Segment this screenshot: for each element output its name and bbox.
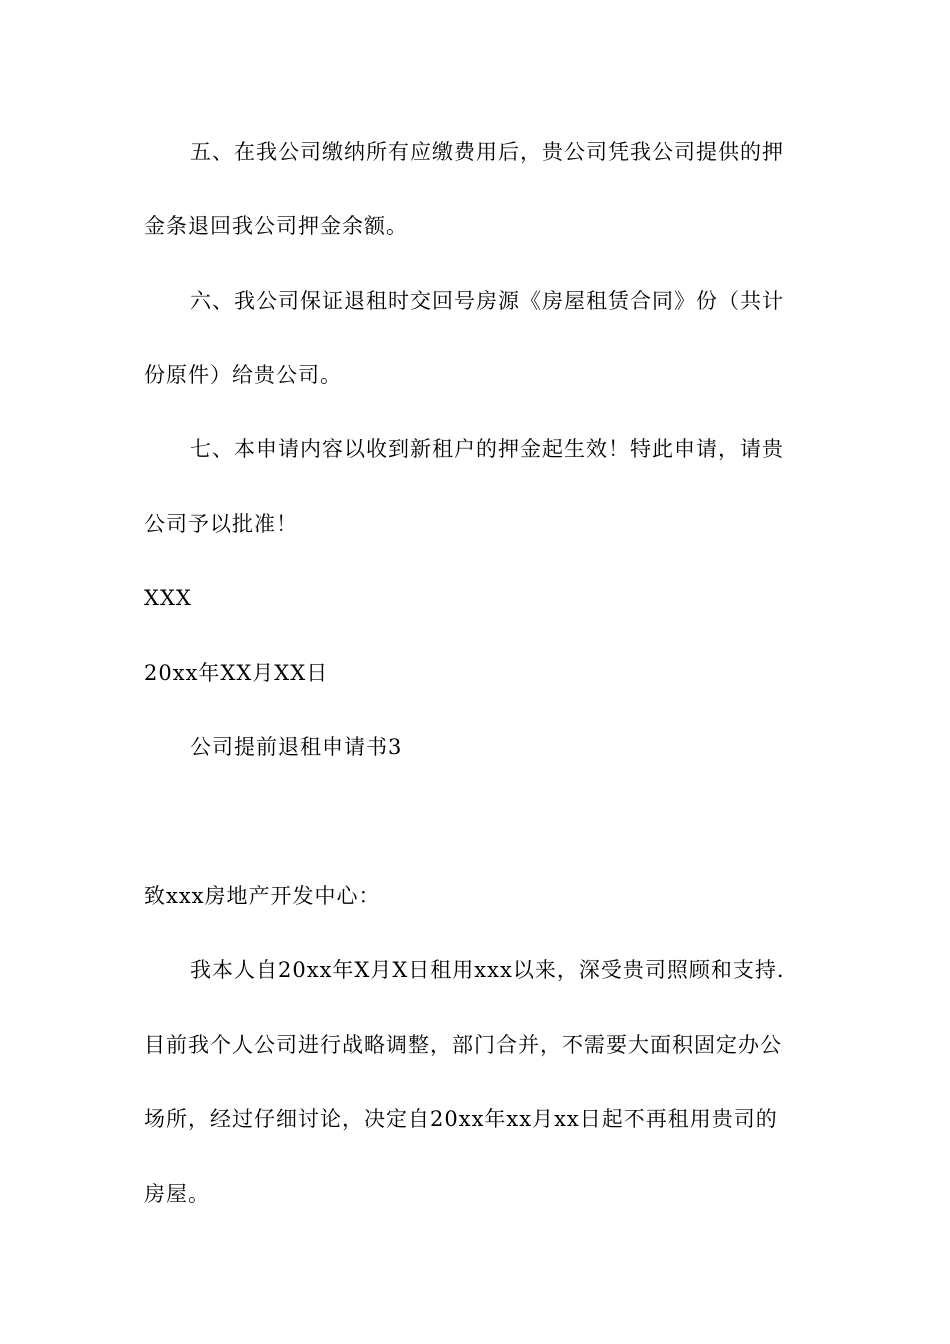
body-paragraph-line-4: 房屋。 xyxy=(144,1182,210,1206)
paragraph-six-line-1: 六、我公司保证退租时交回号房源《房屋租赁合同》份（共计 xyxy=(190,289,784,313)
signature-name: XXX xyxy=(144,586,192,610)
paragraph-six-line-2: 份原件）给贵公司。 xyxy=(144,363,342,387)
paragraph-five-line-2: 金条退回我公司押金余额。 xyxy=(144,214,408,238)
signature-date: 20xx年XX月XX日 xyxy=(144,661,329,685)
paragraph-seven-line-2: 公司予以批准！ xyxy=(144,512,298,536)
body-paragraph-line-3: 场所，经过仔细讨论，决定自20xx年xx月xx日起不再租用贵司的 xyxy=(144,1107,778,1131)
paragraph-five-line-1: 五、在我公司缴纳所有应缴费用后，贵公司凭我公司提供的押 xyxy=(190,140,784,164)
body-paragraph-line-2: 目前我个人公司进行战略调整，部门合并，不需要大面积固定办公 xyxy=(144,1033,782,1057)
section-title: 公司提前退租申请书3 xyxy=(190,735,403,759)
letter-salutation: 致xxx房地产开发中心： xyxy=(144,884,381,908)
paragraph-seven-line-1: 七、本申请内容以收到新租户的押金起生效！特此申请，请贵 xyxy=(190,437,784,461)
body-paragraph-line-1: 我本人自20xx年X月X日租用xxx以来，深受贵司照顾和支持. xyxy=(190,958,785,982)
